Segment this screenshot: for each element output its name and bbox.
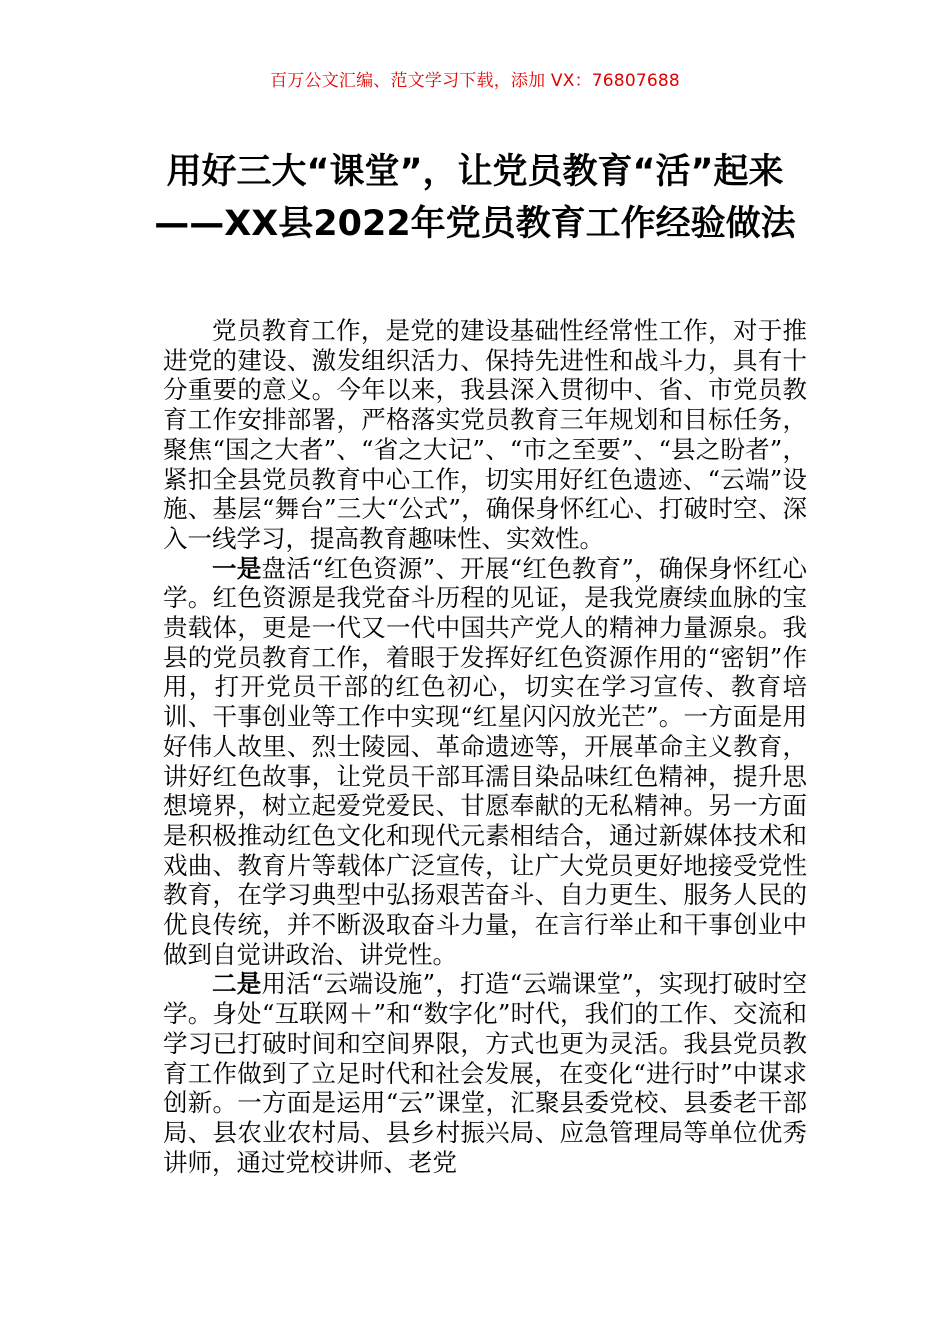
paragraph-intro [163,316,807,554]
paragraph-text: 用活“云端设施”，打造“云端课堂”，实现打破时空学。身处“互联网＋”和“数字化”时代，我们的工作、交流和学习已打破时间和空间界限，方式也更为灵活。我县党员教育工作做到了立足时代和社会发展，在变化“进行时”中谋求创新。一方面是运用“云”课堂，汇聚县委党校、县委老干部局、县农业农村局、县乡村振兴局、应急管理局等单位优秀讲师，通过党校讲师、老党 [163,969,808,1177]
paragraph-point-two [163,969,807,1177]
header-note: 百万公文汇编、范文学习下载，添加 VX：76807688 [270,71,680,91]
paragraph-lead: 二是 [212,969,262,999]
paragraph-point-one [163,554,807,970]
paragraph-lead: 一是 [212,553,262,583]
paragraph-text: 党员教育工作，是党的建设基础性经常性工作，对于推进党的建设、激发组织活力、保持先进性和战斗力，具有十分重要的意义。今年以来，我县深入贯彻中、省、市党员教育工作安排部署，严格落实党员教育三年规划和目标任务，聚焦“国之大者”、“省之大记”、“市之至要”、“县之盼者”，紧扣全县党员教育中心工作，切实用好红色遗迹、“云端”设施、基层“舞台”三大“公式”，确保身怀红心、打破时空、深入一线学习，提高教育趣味性、实效性。 [163,316,807,553]
document-title: 用好三大“课堂”，让党员教育“活”起来——XX县2022年党员教育工作经验做法 [154,152,796,244]
paragraph-text: 盘活“红色资源”、开展“红色教育”，确保身怀红心学。红色资源是我党奋斗历程的见证，是我党赓续血脉的宝贵载体，更是一代又一代中国共产党人的精神力量源泉。我县的党员教育工作，着眼于发挥好红色资源作用的“密钥”作用，打开党员干部的红色初心，切实在学习宣传、教育培训、干事创业等工作中实现“红星闪闪放光芒”。一方面是用好伟人故里、烈士陵园、革命遗迹等，开展革命主义教育，讲好红色故事，让党员干部耳濡目染品味红色精神，提升思想境界，树立起爱党爱民、甘愿奉献的无私精神。另一方面是积极推动红色文化和现代元素相结合，通过新媒体技术和戏曲、教育片等载体广泛宣传，让广大党员更好地接受党性教育，在学习典型中弘扬艰苦奋斗、自力更生、服务人民的优良传统，并不断汲取奋斗力量，在言行举止和干事创业中做到自觉讲政治、讲党性。 [163,553,808,969]
document-body [163,316,807,1177]
